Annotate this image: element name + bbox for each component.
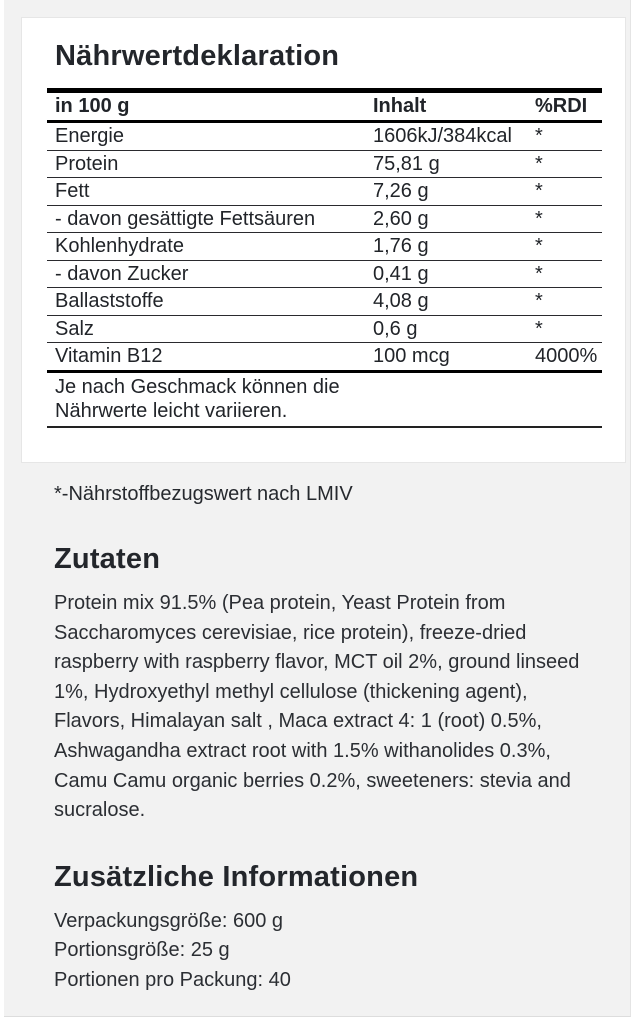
row-label: Vitamin B12 bbox=[55, 345, 163, 367]
content-panel bbox=[4, 0, 631, 1017]
row-label: - davon Zucker bbox=[55, 262, 189, 285]
additional-info-block bbox=[54, 907, 600, 995]
portion-size-line: Portionsgröße: 25 g bbox=[54, 939, 230, 962]
table-row-vitamin-b12 bbox=[47, 343, 602, 372]
row-rdi: * bbox=[535, 180, 543, 202]
nutrition-card-title: Nährwertdeklaration bbox=[55, 40, 340, 72]
table-row-salt bbox=[47, 315, 602, 343]
table-row-energy bbox=[47, 122, 602, 151]
column-header-rdi: %RDI bbox=[535, 95, 588, 117]
row-value: 0,41 g bbox=[373, 262, 429, 285]
table-note-text: Je nach Geschmack können die Nährwerte leicht variieren. bbox=[55, 375, 340, 422]
row-label: Salz bbox=[55, 317, 94, 340]
row-rdi: * bbox=[535, 317, 543, 340]
row-label: Fett bbox=[55, 180, 90, 202]
row-label: Ballaststoffe bbox=[55, 290, 164, 312]
row-value: 2,60 g bbox=[373, 207, 429, 230]
row-value: 100 mcg bbox=[373, 345, 450, 367]
table-row-carbohydrates bbox=[47, 233, 602, 261]
table-row-protein bbox=[47, 150, 602, 178]
row-value: 0,6 g bbox=[373, 317, 418, 340]
column-header-per-100g: in 100 g bbox=[55, 95, 130, 117]
nutrition-table bbox=[47, 88, 602, 428]
row-value: 4,08 g bbox=[373, 290, 429, 312]
row-rdi: * bbox=[535, 235, 543, 257]
row-label: Protein bbox=[55, 152, 119, 175]
table-row-sugar bbox=[47, 260, 602, 288]
table-row-saturated-fat bbox=[47, 205, 602, 233]
row-rdi: * bbox=[535, 207, 543, 230]
additional-info-heading: Zusätzliche Informationen bbox=[54, 861, 419, 893]
row-rdi: * bbox=[535, 290, 543, 312]
row-rdi: * bbox=[535, 152, 543, 175]
table-row-fat bbox=[47, 178, 602, 206]
table-row-fiber bbox=[47, 288, 602, 316]
ingredients-text: Protein mix 91.5% (Pea protein, Yeast Protein from Saccharomyces cerevisiae, rice protein), freeze-dried raspberry with raspberry flavor, MCT oil 2%, ground linseed 1%, Hydroxyethyl methyl cellulose (thickening agent), Flavors, Himalayan salt , Maca extract 4: 1 (root) 0.5%, Ashwagandha extract root with 1.5% withanolides 0.3%, Camu Camu organic berries 0.2%, sweeteners: stevia and sucralose. bbox=[54, 592, 580, 822]
package-size-line: Verpackungsgröße: 600 g bbox=[54, 910, 284, 932]
row-label: - davon gesättigte Fettsäuren bbox=[55, 207, 316, 230]
row-label: Energie bbox=[55, 125, 124, 147]
row-value: 1,76 g bbox=[373, 235, 429, 257]
nutrition-table-header-row bbox=[47, 91, 602, 122]
rdi-footnote: *-Nährstoffbezugswert nach LMIV bbox=[54, 483, 353, 505]
nutrition-declaration-card bbox=[21, 17, 626, 463]
row-value: 7,26 g bbox=[373, 180, 429, 202]
row-label: Kohlenhydrate bbox=[55, 235, 184, 257]
row-value: 75,81 g bbox=[373, 152, 440, 175]
portions-per-pack-line: Portionen pro Packung: 40 bbox=[54, 968, 291, 991]
column-header-content: Inhalt bbox=[373, 95, 427, 117]
table-note-row bbox=[47, 371, 602, 427]
row-rdi: * bbox=[535, 262, 543, 285]
row-value: 1606kJ/384kcal bbox=[373, 125, 512, 147]
ingredients-heading: Zutaten bbox=[54, 543, 161, 575]
table-note-cell bbox=[47, 371, 602, 427]
row-rdi: 4000% bbox=[535, 345, 598, 367]
row-rdi: * bbox=[535, 125, 543, 147]
